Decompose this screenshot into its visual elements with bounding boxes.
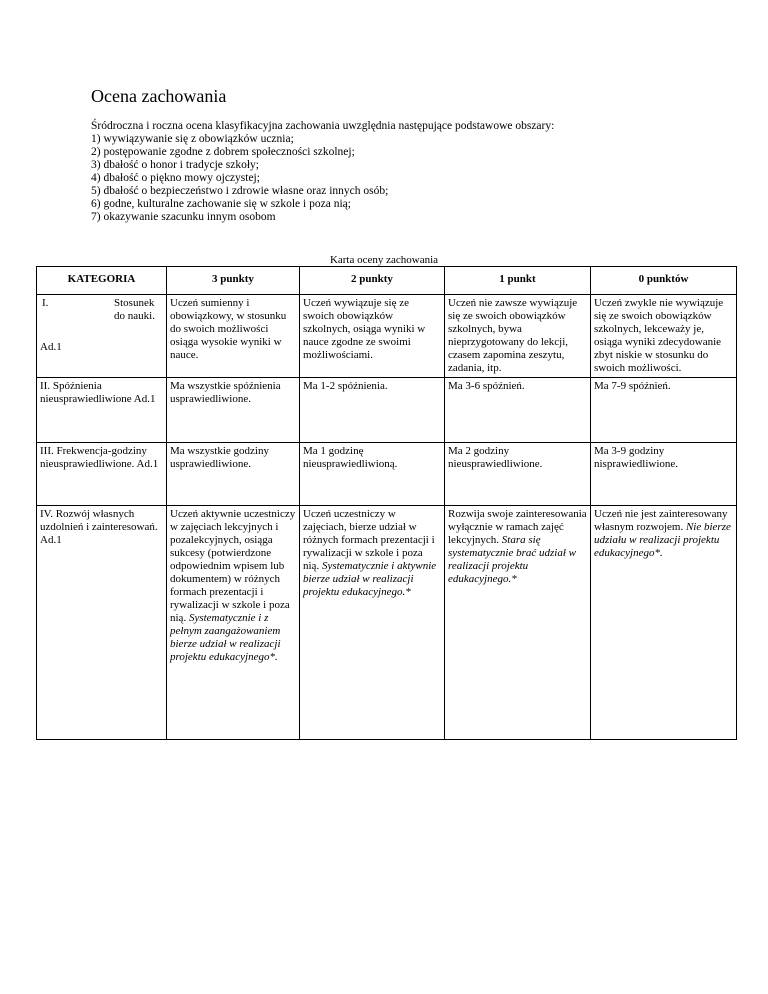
- cell-1-point: Ma 2 godziny nieusprawiedliwione.: [445, 443, 591, 506]
- table-header-row: [37, 267, 737, 295]
- category-cell: II. Spóźnienia nieusprawiedliwione Ad.1: [37, 378, 167, 443]
- cell-text: Uczeń aktywnie uczestniczy w zajęciach lekcyjnych i pozalekcyjnych, osiąga sukcesy (potwierdzone odpowiednim wpisem lub dokumentem) w różnych formach prezentacji i rywalizacji w szkole i poza nią.: [170, 508, 296, 624]
- cell-text: Uczeń nie jest zainteresowany własnym rozwojem.: [594, 508, 728, 533]
- cell-0-points: [591, 506, 737, 740]
- list-item: 5) dbałość o bezpieczeństwo i zdrowie własne oraz innych osób;: [91, 185, 389, 197]
- page-title: Ocena zachowania: [91, 86, 227, 106]
- cell-italic-text: Systematycznie i aktywnie bierze udział w realizacji projektu edukacyjnego.*: [303, 560, 437, 598]
- category-cell: [37, 295, 167, 378]
- cell-3-points: [167, 506, 300, 740]
- cell-italic-text: Systematycznie i z pełnym zaangażowaniem bierze udział w realizacji projektu edukacyjnego*.: [170, 612, 281, 663]
- list-item: 4) dbałość o piękno mowy ojczystej;: [91, 172, 260, 184]
- header-2-points: 2 punkty: [300, 267, 445, 295]
- category-number: I.: [42, 297, 49, 309]
- list-item: 3) dbałość o honor i tradycje szkoły;: [91, 159, 259, 171]
- table-row: [37, 378, 737, 443]
- cell-2-points: Ma 1-2 spóźnienia.: [300, 378, 445, 443]
- list-item: 7) okazywanie szacunku innym osobom: [91, 211, 276, 223]
- table-row: [37, 295, 737, 378]
- category-ad: Ad.1: [40, 341, 62, 353]
- list-item: 6) godne, kulturalne zachowanie się w szkole i poza nią;: [91, 198, 351, 210]
- cell-0-points: Uczeń zwykle nie wywiązuje się ze swoich obowiązków szkolnych, lekceważy je, osiąga wyniki zdecydowanie zbyt niskie w stosunku do swoich możliwości.: [591, 295, 737, 378]
- cell-italic-text: Stara się systematycznie brać udział w realizacji projektu edukacyjnego.*: [448, 534, 577, 585]
- cell-3-points: Ma wszystkie godziny usprawiedliwione.: [167, 443, 300, 506]
- cell-1-point: Ma 3-6 spóźnień.: [445, 378, 591, 443]
- behavior-table: [36, 266, 737, 740]
- header-1-point: 1 punkt: [445, 267, 591, 295]
- list-item: 2) postępowanie zgodne z dobrem społeczności szkolnej;: [91, 146, 355, 158]
- cell-text: Uczeń uczestniczy w zajęciach, bierze udział w różnych formach prezentacji i rywalizacji w szkole i poza nią.: [303, 508, 435, 572]
- cell-3-points: Uczeń sumienny i obowiązkowy, w stosunku do swoich możliwości osiąga wysokie wyniki w nauce.: [167, 295, 300, 378]
- cell-1-point: Uczeń nie zawsze wywiązuje się ze swoich obowiązków szkolnych, bywa nieprzygotowany do lekcji, czasem zapomina zeszytu, zadania, itp.: [445, 295, 591, 378]
- cell-2-points: Ma 1 godzinę nieusprawiedliwioną.: [300, 443, 445, 506]
- table-row: [37, 506, 737, 740]
- list-item: 1) wywiązywanie się z obowiązków ucznia;: [91, 133, 294, 145]
- header-3-points: 3 punkty: [167, 267, 300, 295]
- header-0-points: 0 punktów: [591, 267, 737, 295]
- header-category: KATEGORIA: [37, 267, 167, 295]
- cell-2-points: [300, 506, 445, 740]
- table-row: [37, 443, 737, 506]
- cell-1-point: [445, 506, 591, 740]
- cell-0-points: Ma 7-9 spóźnień.: [591, 378, 737, 443]
- cell-3-points: Ma wszystkie spóźnienia usprawiedliwione.: [167, 378, 300, 443]
- category-name: Stosunek do nauki.: [114, 297, 155, 322]
- cell-italic-text: Nie bierze udziału w realizacji projektu edukacyjnego*.: [594, 521, 731, 559]
- category-cell: IV. Rozwój własnych uzdolnień i zainteresowań. Ad.1: [37, 506, 167, 740]
- category-cell: III. Frekwencja-godziny nieusprawiedliwione. Ad.1: [37, 443, 167, 506]
- areas-list: [91, 133, 388, 224]
- table-caption: Karta oceny zachowania: [329, 254, 439, 266]
- intro-text: Śródroczna i roczna ocena klasyfikacyjna zachowania uwzględnia następujące podstawowe obszary:: [91, 120, 555, 132]
- cell-text: Rozwija swoje zainteresowania wyłącznie w ramach zajęć lekcyjnych.: [448, 508, 587, 546]
- cell-2-points: Uczeń wywiązuje się ze swoich obowiązków szkolnych, osiąga wyniki w nauce zgodne ze swoimi możliwościami.: [300, 295, 445, 378]
- cell-0-points: Ma 3-9 godziny nisprawiedliwione.: [591, 443, 737, 506]
